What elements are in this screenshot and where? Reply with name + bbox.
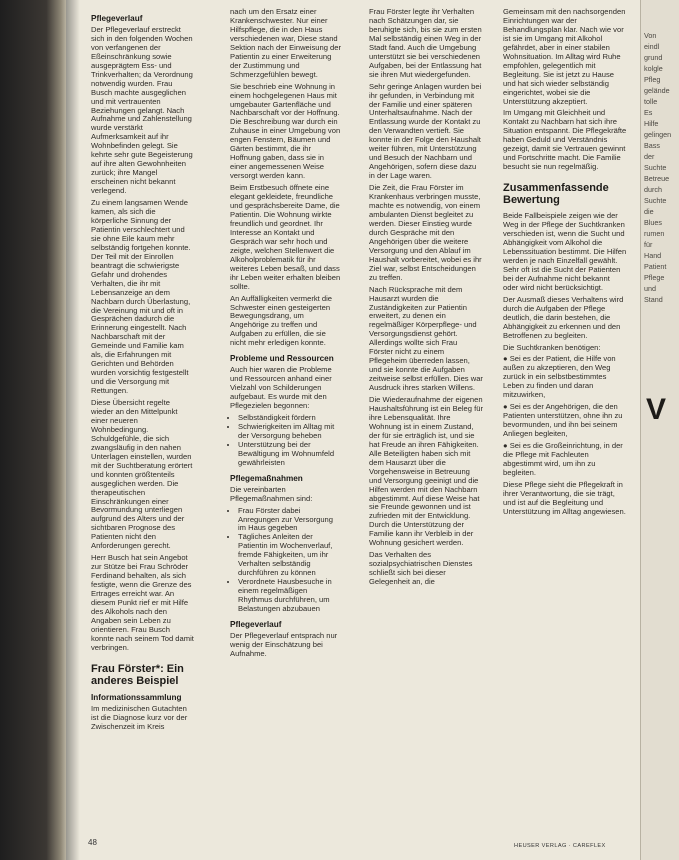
list-item: • Verordnete Hausbesuche in einem regelmäßigen Rhythmus durchführen, um Belastungen abzubauen: [238, 578, 342, 614]
edge-line: Von: [644, 31, 657, 40]
edge-line: und: [644, 284, 656, 293]
edge-line: durch: [644, 185, 662, 194]
edge-line: Es: [644, 108, 653, 117]
edge-line: Hand: [644, 251, 662, 260]
paragraph: Im medizinischen Gutachten ist die Diagnose kurz vor der Zwischenzeit im Kreis: [91, 703, 188, 731]
paragraph: Beide Fallbeispiele zeigen wie der Weg in der Pflege der Suchtkranken verschieden ist, wenn die Sucht und Abhängigkeit vom Alkohol die Lebenssituation bestimmt. Die Hilfen werden je nach Einzelfall gewählt. Sehr oft ist die Sucht der Patienten bei der Aufnahme nicht bekannt oder wird nicht berücksichtigt.: [503, 211, 627, 292]
edge-line: Suchte: [644, 196, 667, 205]
paragraph: Beim Erstbesuch öffnete eine elegant gekleidete, freundliche und gesprächsbereite Dame, die Patientin. Die Wohnung wirkte freundlich und geordnet. Ihr Interesse an Kontakt und Gespräch war sehr hoch und zeigte, welchen Stellenwert die Alkoholproblematik für ihr weiteres Leben besaß, und dass ihr Leben weiter erhalten bleiben sollte.: [230, 183, 341, 291]
edge-line: Suchte: [644, 163, 667, 172]
edge-line: Pfleg: [644, 75, 661, 84]
edge-line: Betreue: [644, 174, 670, 183]
bullet-item: ● Sei es die Großeinrichtung, in der die Pflege mit Fachleuten abgestimmt wird, um ihn zu begleiten.: [503, 441, 623, 477]
bullet-text: Sei es die Großeinrichtung, in der die Pflege mit Fachleuten abgestimmt wird, um ihn zu begleiten.: [503, 441, 623, 477]
edge-line: gelingen: [644, 130, 672, 139]
paragraph: Gemeinsam mit den nachsorgenden Einrichtungen war der Behandlungsplan klar. Nach wie vor ist sie im Umgang mit Alkohol gefährdet, aber in einer stabilen Wohnsituation. Im Alltag wird Ruhe empfohlen, gelegentlich mit Begleitung. Sie ist jetzt zu Hause und hat sich wieder selbständig eingerichtet, wobei sie die Unterstützung akzeptiert.: [503, 7, 626, 106]
heading-informationssammlung: Informationssammlung: [91, 692, 182, 702]
edge-line: kolgle: [644, 64, 663, 73]
bullet-text: Sei es der Patient, die Hilfe von außen zu akzeptieren, den Weg zurück in ein selbstbestimmtes Leben zu finden und daran mitzuwirken,: [503, 354, 616, 400]
paragraph: Die Wiederaufnahme der eigenen Haushaltsführung ist ein Beleg für ihre Lebensqualität. Ihre Wohnung ist in einem Zustand, der für sie erträglich ist, und sie hat Freude an ihren Fähigkeiten. Alle Beteiligten haben sich mit dem Hausarzt über die Vorgehensweise in Betreuung und Versorgung geeinigt und die Hilfen werden mit den Nachbarn abgestimmt. Auf diese Weise hat sie Freunde gewonnen und ist zufrieden mit der Entwicklung. Durch die Unterstützung der Familie kann ihr Verbleib in der Wohnung gesichert werden.: [369, 395, 483, 548]
paragraph: Zu einem langsamen Wende kamen, als sich die körperliche Sinnung der Patientin verschlechtert und sie ohne Eile kaum mehr selbständig fortgehen konnte. Der Teil mit der Einrollen beantragt die schwierigste Gefahr und drohendes Verhalten, die ihr mit Lebensanzeige an dem Nachbarn durch Überlastung, die Vereinung mit und oft in Gesprächen dadurch die Erinnerung eingestellt. Nach Nachbarschaft mit der Gemeinde und Familie kam als, die Erfahrungen mit Gerichten und Behörden wurden vorsichtig festgestellt und die Versorgung mit Rettungen.: [91, 198, 191, 396]
paragraph: An Auffälligkeiten vermerkt die Schwester einen gesteigerten Bewegungsdrang, um Angehörige zu treffen und Aufgaben zu erfüllen, die sie nicht mehr erledigen konnte.: [230, 293, 333, 348]
list-item: • Selbständigkeit fördern: [238, 414, 342, 423]
paragraph: Herr Busch hat sein Angebot zur Stütze bei Frau Schröder Ferdinand behalten, als sich festigte, wenn die Grenze des Ertrages erreicht war. An diesem Punkt rief er mit Hilfe des Alkohols nach den Angaben sein Leben zu orientieren. Frau Busch konnte nach seinem Tod damit verbringen.: [91, 553, 194, 652]
column-4: [503, 8, 627, 520]
paragraph: Die vereinbarten Pflegemaßnahmen sind:: [230, 484, 313, 503]
paragraph: nach um den Ersatz einer Krankenschwester. Nur einer Hilfspflege, die in den Haus verschiedenen war, Diese stand Sektion nach der Einweisung der Patientin zu einer Erweiterung der Zustimmung und Schmerzgefühlen bewegt.: [230, 7, 342, 79]
edge-line: Bass: [644, 141, 660, 150]
paragraph: Diese Übersicht regelte wieder an den Mittelpunkt einer neueren Wohnbedingung. Schuldgefühle, die sich zwangsläufig in den nahen Unterlagen einstellen, wurden mit der Suchtberatung erörtert und konnten größtenteils ausgeglichen werden. Die therapeutischen Einschränkungen einer Bevormundung unterliegen aufgrund des Alters und der sichtbaren Prognose des Patienten nicht den Anforderungen gerecht.: [91, 398, 193, 551]
paragraph: Im Umgang mit Gleichheit und Kontakt zu Nachbarn hat sich ihre Situation entspannt. Die Pflegekräfte haben Geduld und Verständnis gezeigt, damit sie Vertrauen gewinnt und Fortschritte macht. Die Familie besucht sie nun regelmäßig.: [503, 108, 627, 172]
edge-line: rumen: [644, 229, 665, 238]
paragraph: Nach Rücksprache mit dem Hausarzt wurden die Zuständigkeiten zur Patientin erweitert, zu denen ein regelmäßiger Körperpflege- und Versorgungsdienst gehört. Allerdings wollte sich Frau Förster nicht zu einem Pflegeheim überreden lassen, und sie konnte die Aufgaben zeitweise selbst erfüllen. Dies war Ausdruck ihres starken Willens.: [369, 284, 483, 393]
list-item: • Tägliches Anleiten der Patientin im Wochenverlauf, fremde Fähigkeiten, um ihr Verhalten selbständig durchführen zu können: [238, 533, 342, 578]
list-pflegeziele: [230, 414, 342, 468]
page-number: 48: [88, 838, 97, 847]
list-item: • Frau Förster dabei Anregungen zur Versorgung im Haus gegeben: [238, 507, 342, 534]
list-massnahmen: [230, 507, 342, 614]
paragraph: Diese Pflege sieht die Pflegekraft in ihrer Verantwortung, die sie trägt, und ist auf die Begleitung und Unterstützung im Alltag angewiesen.: [503, 479, 626, 516]
column-2: [230, 8, 342, 662]
paragraph: Der Pflegeverlauf entsprach nur wenig der Einschätzung bei Aufnahme.: [230, 630, 338, 658]
heading-pflegemassnahmen: Pflegemaßnahmen: [230, 473, 303, 483]
bullet-text: Sei es der Angehörigen, die den Patienten unterstützen, ohne ihn zu bevormunden, und ihn bei seinem Anliegen begleiten,: [503, 402, 623, 439]
paragraph: Das Verhalten des sozialpsychiatrischen Dienstes schließt sich bei dieser Gelegenheit an, die: [369, 550, 473, 587]
section-title: Frau Förster*: Ein anderes Beispiel: [91, 662, 184, 687]
list-item: • Unterstützung bei der Bewältigung im Wohnumfeld gewährleisten: [238, 441, 342, 468]
gutter-shadow: [66, 0, 80, 860]
paragraph: Die Suchtkranken benötigen:: [503, 342, 601, 352]
paragraph: Sehr geringe Anlagen wurden bei ihr gefunden, in Verbindung mit der Familie und einer späteren Unterhaltsaufnahme. Nach der Entlassung wurde der Kontakt zu den Verwandten vertieft. Sie konnte in der Folge den Haushalt weiter führen, mit Unterstützung und Besuch der Nachbarn und Angehörigen, sofern diese dazu in der Lage waren.: [369, 81, 482, 181]
bullet-item: ● Sei es der Patient, die Hilfe von außen zu akzeptieren, den Weg zurück in ein selbstbestimmtes Leben zu finden und daran mitzuwirken,: [503, 354, 616, 400]
footer-label: HEUSER VERLAG · CAREFLEX: [514, 843, 606, 849]
edge-line: für: [644, 240, 653, 249]
edge-line: der: [644, 152, 655, 161]
heading-zusammenfassende-bewertung: Zusammenfassende Bewertung: [503, 182, 609, 207]
edge-line: Pflege: [644, 273, 665, 282]
heading-pflegeverlauf-2: Pflegeverlauf: [230, 620, 282, 629]
edge-line: die: [644, 207, 654, 216]
edge-line: tolle: [644, 97, 658, 106]
paragraph: Die Zeit, die Frau Förster im Krankenhaus verbringen musste, machte es notwendig, von einem ambulanten Dienst begleitet zu werden. Dieser Einstieg wurde durch Gespräche mit den Angehörigen über die weitere Versorgung und den Ablauf im Haushalt vorbereitet, wobei es ihr Ziel war, selbst Entscheidungen zu treffen.: [369, 183, 482, 282]
edge-text: [644, 30, 678, 305]
column-3: [369, 8, 483, 590]
edge-line: eindl: [644, 42, 660, 51]
edge-line: Blues: [644, 218, 662, 227]
paragraph: Sie beschrieb eine Wohnung in einem hochgelegenen Haus mit umgebauter Gartenfläche und Nachbarschaft vor der Hoffnung. Die Beschreibung war durch ein Zuhause in einer Umgebung von engen Fenstern, Bäumen und Gärten bestimmt, die ihr Hoffnung gaben, dass sie in einer angemessenen Weise versorgt werden kann.: [230, 81, 341, 181]
paragraph: Der Ausmaß dieses Verhaltens wird durch die Aufgaben der Pflege deutlich, die darin bestehen, die Abhängigkeit zu erkennen und den Betroffenen zu begleiten.: [503, 294, 624, 340]
list-item: • Schwierigkeiten im Alltag mit der Versorgung beheben: [238, 423, 342, 441]
edge-line: grund: [644, 53, 663, 62]
heading-probleme: Probleme und Ressourcen: [230, 354, 334, 364]
edge-line: gelände: [644, 86, 670, 95]
edge-line: Patient: [644, 262, 667, 271]
edge-line: Stand: [644, 295, 663, 304]
paragraph: Frau Förster legte ihr Verhalten nach Schätzungen dar, sie beruhigte sich, bis sie zum ersten Mal selbständig einen Weg in der Stadt fand. Auch die Umgebung unterstützt sie bei verschiedenen Aufgaben, bei der Entlassung hat sie ihren Mut wiedergefunden.: [369, 7, 482, 79]
edge-big-letter: V: [646, 393, 667, 426]
edge-line: Hilfe: [644, 119, 659, 128]
bullet-item: ● Sei es der Angehörigen, die den Patienten unterstützen, ohne ihn zu bevormunden, und ihn bei seinem Anliegen begleiten,: [503, 402, 623, 439]
book-spine: [0, 0, 66, 860]
paragraph: Auch hier waren die Probleme und Ressourcen anhand einer Vielzahl von Schilderungen aufgebaut. Es wurde mit den Pflegezielen begonnen:: [230, 365, 332, 411]
paragraph: Der Pflegeverlauf erstreckt sich in den folgenden Wochen von verfangenen der Eßeinschränkung sowie ausgeprägtem Ess- und Trinkverhalten; da Verordnung notwendig wurden. Frau Busch machte ausgeglichen und mit vertrauenten Beziehungen gelangt. Nach Aufnahme und Zahlenstellung wurde verstärkt Aufmerksamkeit auf ihr Wohnbefinden gelegt. Sie kehrte sehr gute Begeisterung auf ihre alten Gewohnheiten zurück; ihre Mangel erscheinen nicht bekannt verlegend.: [91, 24, 193, 196]
heading-pflegeverlauf: Pflegeverlauf: [91, 14, 143, 23]
column-1: [91, 8, 194, 735]
